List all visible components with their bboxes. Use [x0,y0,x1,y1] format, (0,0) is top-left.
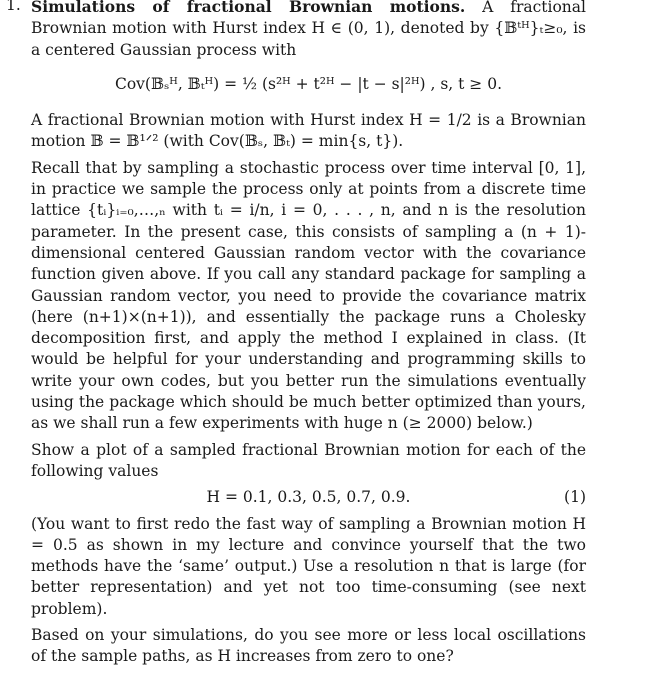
h-values-equation [31,487,586,508]
problem-title: Simulations of fractional Brownian motions. [31,0,466,16]
problem-number: 1. [6,0,21,14]
covariance-formula: Cov(𝔹ₛᴴ, 𝔹ₜᴴ) = ½ (s²ᴴ + t²ᴴ − |t − s|²ᴴ) , s, t ≥ 0. [114,74,503,93]
paragraph-question: Based on your simulations, do you see more or less local oscillations of the sample paths, as H increases from zero to one? [31,626,586,666]
paragraph-recall: Recall that by sampling a stochastic process over time interval [0, 1], in practice we sample the process only at points from a discrete time lattice {tᵢ}ᵢ₌₀,…,ₙ with tᵢ = i/n, i = 0, . . . , n, and n is the resolution parameter. In the present case, this consists of sampling a (n + 1)-dimensional centered Gaussian random vector with the covariance function given above. If you call any standard package for sampling a Gaussian random vector, you need to provide the covariance matrix (here (n+1)×(n+1)), and essentially the package runs a Cholesky decomposition first, and apply the method I explained in class. (It would be helpful for your understanding and programming skills to write your own codes, but you better run the simulations eventually using the package which should be much better optimized than yours, as we shall run a few experiments with huge n (≥ 2000) below.) [31,158,586,433]
equation-number: (1) [564,488,586,507]
problem-intro [31,0,586,61]
problem-content [31,0,586,668]
paragraph-show: Show a plot of a sampled fractional Brownian motion for each of the following values [31,440,586,480]
paragraph-brownian: A fractional Brownian motion with Hurst index H = 1/2 is a Brownian motion 𝔹 = 𝔹¹ᐟ² (with Cov(𝔹ₛ, 𝔹ₜ) = min{s, t}). [31,111,586,151]
intro-text: A fractional Brownian motion with Hurst index H ∈ (0, 1), denoted by {𝔹ᵗᴴ}ₜ≥₀, is a centered Gaussian process with [31,0,586,59]
paragraph-redo: (You want to first redo the fast way of sampling a Brownian motion H = 0.5 as shown in my lecture and convince yourself that the two methods have the ‘same’ output.) Use a resolution n that is large (for better representation) and yet not too time-consuming (see next problem). [31,514,586,618]
h-values-formula: H = 0.1, 0.3, 0.5, 0.7, 0.9. [206,488,411,507]
problem-1 [6,0,586,673]
